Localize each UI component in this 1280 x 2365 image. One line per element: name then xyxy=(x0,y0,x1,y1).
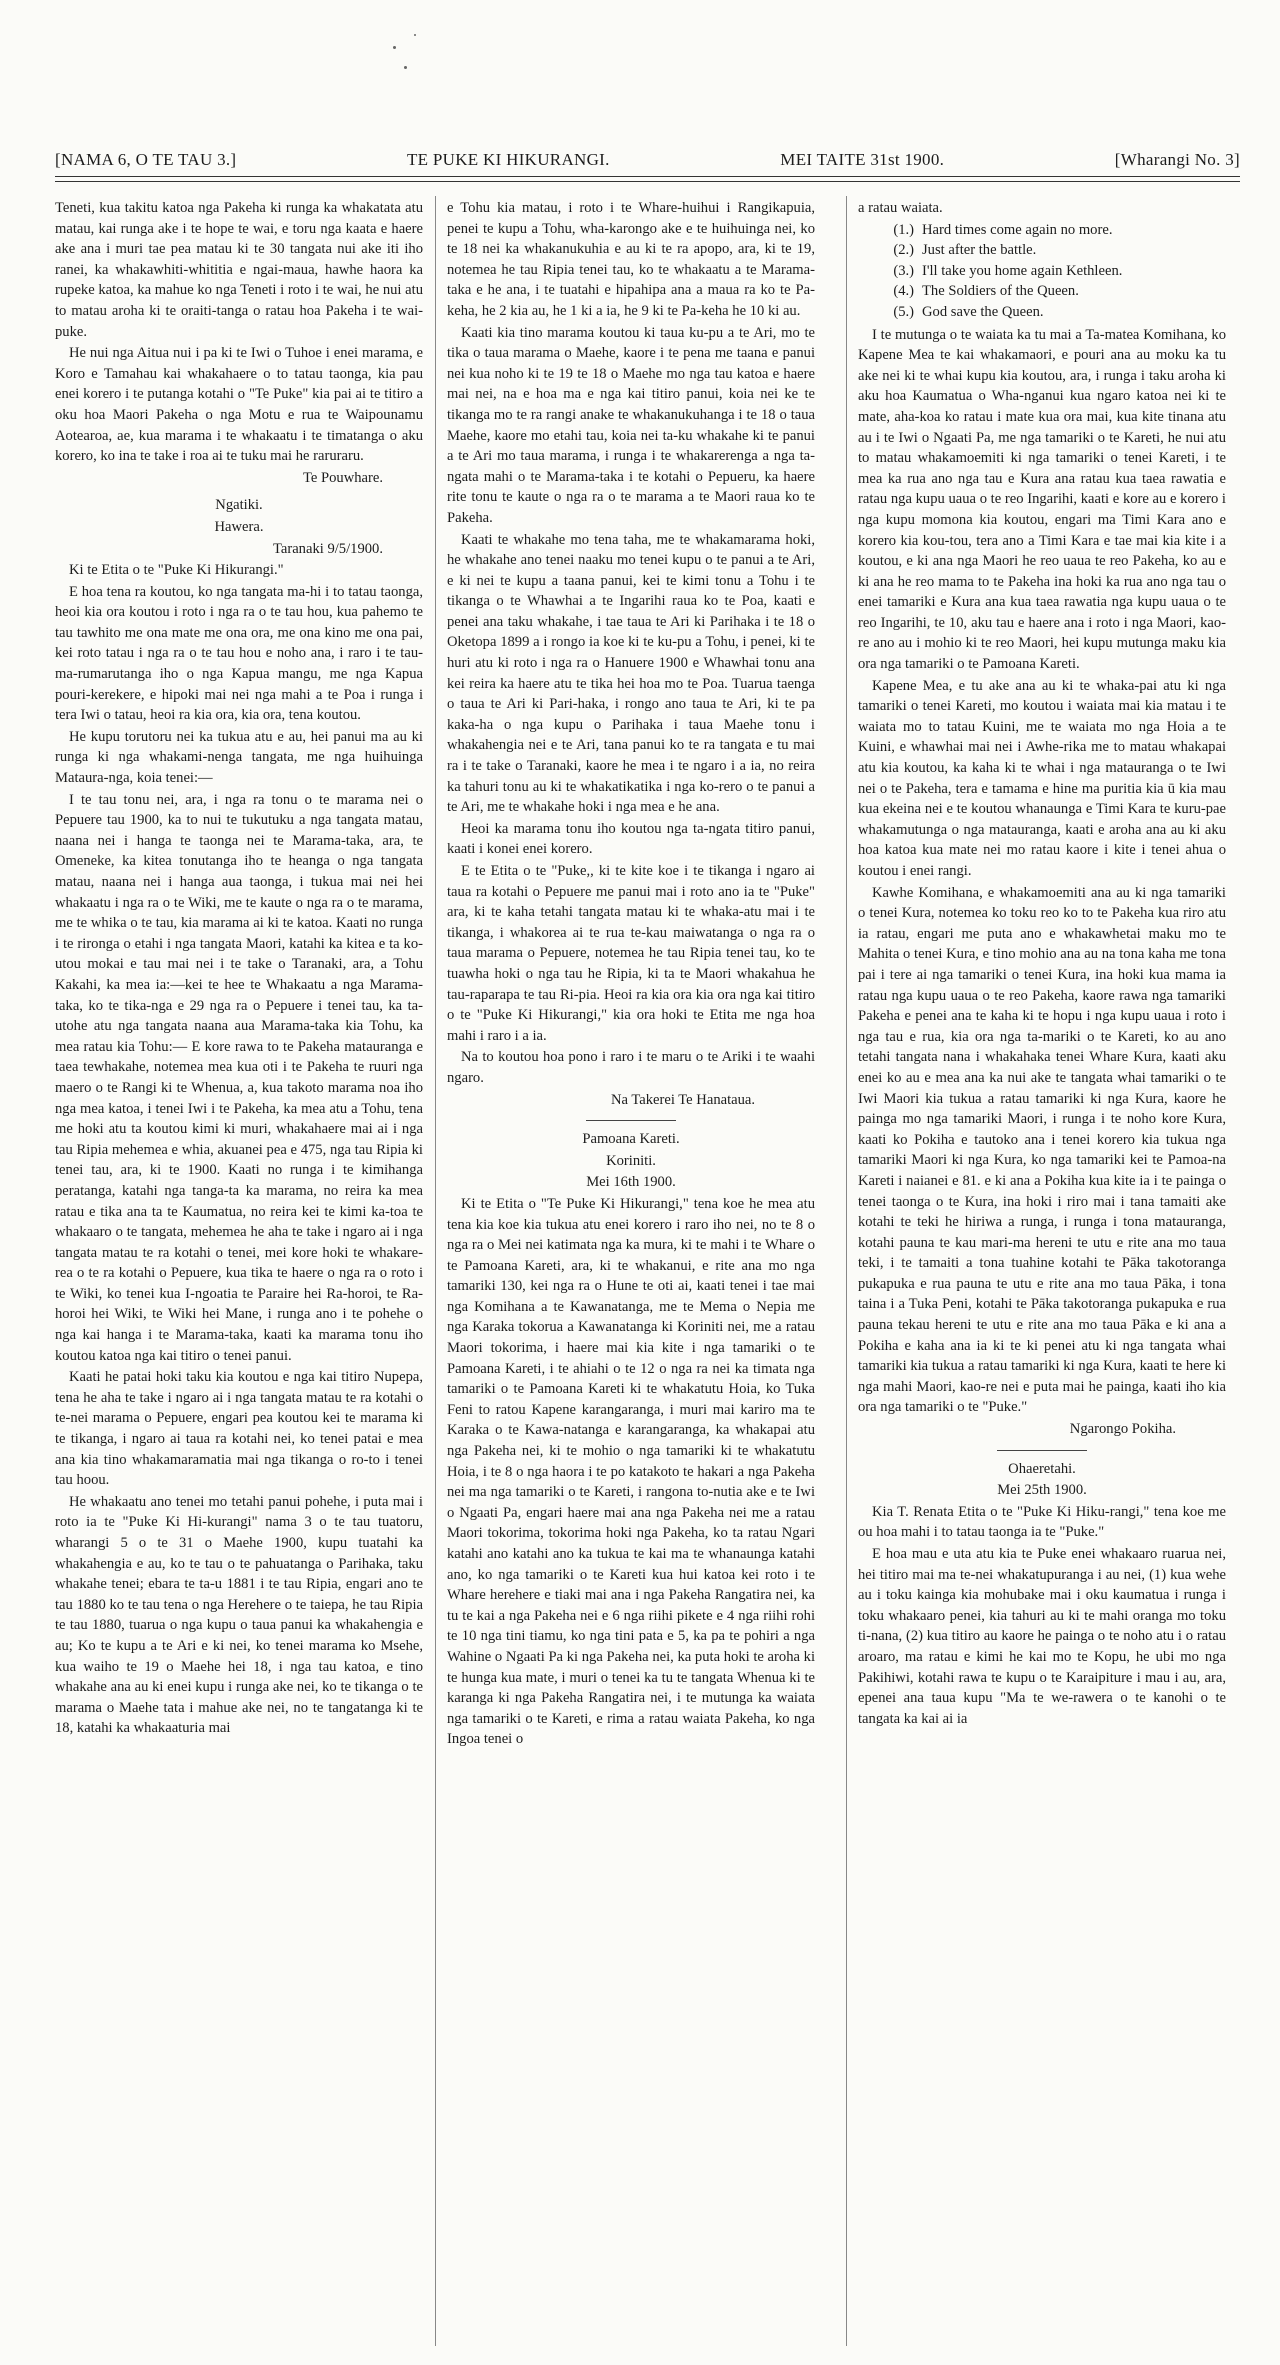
article-dateline: Mei 16th 1900. xyxy=(586,1174,676,1191)
article-subheading: Koriniti. xyxy=(606,1152,656,1169)
article-text: I te mutunga o te waiata ka tu mai a Ta-matea Komihana, ko Kapene Mea te kai whakamaori, e pouri ana au moku ka tu ake nei ki te whai kupu kia koutou, ara, i runga i taku aroha ki aku hoa Kaumatua o Wha-nganui kua ngaro katoa nei ki te mate, aha-koa ko ratau i mate kua ora mai, kua kite tinana atu au i te Iwi o Ngaati Pa, me nga tamariki o te Kareti, he nui atu to matau whakamoemiti ki nga tamariki o tenei Kareti, i te mea ka rua ano nga tau e Kura ana ratau kua taea rawatia e ratau nga kupu uaua o te reo Ingarihi, kaati e kore au e korero i nga kupu momona kia koutou, engari ma Timi Kara ano e korero kia kou-tou, tera ano a Timi Kara e tae mai kia kite i a koutou, e ki ana nga Maori he reo uaua te reo Pakeha, ko au e ki ana he reo mama to te Pakeha ina hoki ka rua ano nga tau o enei tamariki e Kura ana kua taea rawatia nga kupu uaua o te reo Ingarihi, te 10, aku tau e haere ana i roto i nga Maori, kao-re ano au i mohio ki te reo Maori, hei kupu mutunga maku kia ora nga tamariki o te Pamoana Kareti. xyxy=(858,326,1226,673)
song-item: (4.) The Soldiers of the Queen. xyxy=(893,283,1079,300)
article-subheading: Hawera. xyxy=(214,518,264,535)
page-number: [Wharangi No. 3] xyxy=(1114,150,1240,169)
column-1 xyxy=(55,198,423,2348)
article-separator xyxy=(586,1120,676,1121)
article-text: He nui nga Aitua nui i pa ki te Iwi o Tuhoe i enei marama, e Koro e Tamahau kai whakahaere o to tatau taonga, kia pau enei korero i te putanga kotahi o "Te Puke" kia pai ai te titiro a oku hoa Maori Pakeha o nga Motu e rua te Waipounamu Aotearoa, ae, kua marama i te whakaatu i te timatanga o aku korero, ko ina te take i roa ai te tuku mai he raruraru. xyxy=(55,345,423,465)
masthead xyxy=(55,150,1240,170)
song-item: (1.) Hard times come again no more. xyxy=(893,221,1113,238)
article-text: Kaati kia tino marama koutou ki taua ku-pu a te Ari, mo te tika o taua marama o Maehe, kaore i te pena me taana e panui nei kua noho ki te 19 te 18 o Maehe mo nga tau katoa e haere mai nei, na e hoa ma e nga kai titiro panui, koia nei ke te tikanga mo te ra rangi anake te whakanukuhanga i te 18 o taua Maehe, kaore mo etahi tau, koia nei ta-ku whakahe ki te panui a te Ari mo taua marama, i runga i te whakarerenga a nga ta-ngata mahi o te Marama-taka i te kotahi o Pepueru, ka haere rite tonu te kaute o nga ra o te marama a te Maori raua ko te Pakeha. xyxy=(447,324,815,526)
article-text: Kaati te whakahe mo tena taha, me te whakamarama hoki, he whakahe ano tenei naaku mo tenei kupu o te panui a te Ari, e ki nei te kupu a taana panui, kei te kimi tonu a Tohu i te tikanga o te Whawhai a te Ingarihi raua ko te Poa, kaati e penei ana taku whakahe, i tae taua te Ari ki Parihaka i te 18 o Oketopa 1899 a i rongo ia koe ki te ku-pu a Tohu, i penei, ki te huri atu ki roto i nga ra o Hanuere 1900 e Whawhai tonu ana kei reira ka haere atu te tika hei hoa mo te Poa. Tuarua taenga o taua te Ari ki Pari-haka, i rongo ano taua te Ari, ki te pa kaka-ha o nga kupu o Parihaka i taua Maehe tonu i whakahengia nei e te Ari, tana panui ko te ra tangata e tu mai ra i te take o Taranaki, kaore he mea i te ngaro i a ia, no reira ka tahuri tonu au ki te whakatikatika i nga ko-rero o te panui a te Ari, me te whakahe hoki i nga mea e he ana. xyxy=(447,531,815,816)
column-divider xyxy=(846,196,847,2346)
article-text: e Tohu kia matau, i roto i te Whare-huihui i Rangikapuia, penei te kupu a Tohu, wha-karongo ake e te huihuinga nei, ko te 18 nei ka whakanukuhia e au ki te ra apopo, ara, ki te 19, notemea he tau Ripia tenei tau, ko te whakaatu a te Marama-taka e he ana, i te tuatahi e hipahipa ana a maua ra ko te Pa-keha, he 2 kia au, he 1 ki a ia, he 9 ki te Pa-keha he 10 ki au. xyxy=(447,200,815,319)
print-speck xyxy=(393,46,396,49)
article-salutation: Ki te Etita o te "Puke Ki Hikurangi." xyxy=(69,562,284,579)
article-signature: Ngarongo Pokiha. xyxy=(1069,1421,1176,1438)
article-signature: Na Takerei Te Hanataua. xyxy=(610,1091,756,1108)
article-text: E hoa tena ra koutou, ko nga tangata ma-hi i to tatau taonga, heoi kia ora koutou i roto i nga ra o te tau hou, kua pahemo te tau tawhito me ona mate me ona ora, me ona kino me ona pai, kei roto tatau i nga ra o te tau hou e noho ana, i raro i te tau-ma-rumarutanga iho o nga Kapua mangu, me nga Kapua pouri-kerekere, e hipoki mai nei nga mahi a te Poa i runga i tera Iwi o tatau, heoi ra kia ora, kia ora, tena koutou. xyxy=(55,583,423,724)
article-text: a ratau waiata. xyxy=(858,200,943,216)
article-heading: Ngatiki. xyxy=(215,497,263,514)
header-rule xyxy=(55,181,1240,182)
article-text: He whakaatu ano tenei mo tetahi panui pohehe, i puta mai i roto ia te "Puke Ki Hi-kurangi" nama 3 o te tau tuatoru, wharangi 5 o te 31 o Maehe 1900, kupu tuatahi ka whakahengia e au, ko te tau o te pahuatanga o Parihaka, taku whakahe tenei; ebara te ta-u 1881 i te tau Ripia, engari ano te tau 1880 ko te tau tena o nga Herehere o te taiepa, he tau Ripia te tau 1880, tuarua o nga kupu o taua panui ka whakahengia e au; Ko te kupu a te Ari e ki nei, ko tenei marama ko Msehe, kua waiho te 19 o Maehe hei 18, i nga tau katoa, e tino whakahe ana au ki enei kupu i runga ake nei, ko te tikanga o te marama o Maehe tata i mahue ake nei, no te tangatanga ki te 18, katahi ka whakaaturia mai xyxy=(55,1493,423,1737)
article-dateline: Mei 25th 1900. xyxy=(997,1482,1087,1499)
column-2 xyxy=(447,198,815,2348)
song-list xyxy=(858,220,1226,323)
article-heading: Ohaeretahi. xyxy=(1008,1460,1076,1477)
article-text: Kaati he patai hoki taku kia koutou e nga kai titiro Nupepa, tena he aha te take i ngaro ai i nga tangata matau te ra kotahi o te-nei marama o Pepuere, engari pea koutou kei te marama ki te tikanga, i ngaro ai taua ra kotahi nei, ko tenei patai e mea ana kia tino whakamaramatia mai nga tikanga o ro-to i tenei tau hoou. xyxy=(55,1369,423,1489)
article-text: Kia T. Renata Etita o te "Puke Ki Hiku-rangi," tena koe me ou hoa mahi i to tatau taonga ia te "Puke." xyxy=(858,1503,1226,1541)
article-text: Na to koutou hoa pono i raro i te maru o te Ariki i te waahi ngaro. xyxy=(447,1049,815,1086)
column-3 xyxy=(858,198,1226,2348)
article-text: E te Etita o te "Puke,, ki te kite koe i te tikanga i ngaro ai taua ra kotahi o Pepuere me panui mai i roto ano ia te "Puke" ara, ki te kaha tetahi tangata matau ki te whaka-atu mai i te tikanga, i whakorea ai te rua te-kau maiwatanga o nga ra o taua marama o Pepuere, notemea he tau Ripia tenei tau, ko te tuawha hoki o nga tau he Ripia, ki ta te Maori whakahua he tau-raparapa te tau Ri-pia. Heoi ra kia ora kia ora nga kai titiro o te "Puke Ki Hikurangi," kia ora hoki te Etita me nga hoa mahi i raro i a ia. xyxy=(447,863,815,1044)
article-text: I te tau tonu nei, ara, i nga ra tonu o te marama nei o Pepuere tau 1900, ka to nui te tukutuku a nga tangata matau, naana nei i hanga te taonga nei te Marama-taka, ara, te Omeneke, ka kitea tonutanga iho te heanga o nga tangata matau, naana nei i hanga aua taonga, i tukua mai nei hei whakaatu i nga ra o te Wiki, me te kaute o nga ra o te marama, me te whika o te tau, kia marama ai ki te katoa. Kaati no runga i te rironga o etahi i nga tangata Maori, katahi ka kitea e ta ko-utou mokai e tau mai nei i te take o Taranaki, ara, a Tohu Kakahi, ka mea ia:—kei te hee te Whakaatu a nga Marama-taka, ko te tika-nga e 29 nga ra o Pepuere i tenei tau, ka ta-utohe atu nga tangata naana aua Marama-taka kia Tohu, ka mea ratau kia Tohu:— E kore rawa to te Pakeha matauranga e taea tewhakahe, notemea mea kua oti i te Pakeha te ruuri nga maero o te Rangi ki te Whenua, a, kua takoto marama noa iho nga mea katoa, i tenei Iwi i te Pakeha, ka mea atu a Tohu, tena me hoki atu ta koutou kimi ki muri, whakahaere mai ai i nga tau Ripia mehemea e whia, akuanei pea e 475, nga tau Ripia ki tenei tau, ara, ki te 1900. Kaati no runga i te kimihanga peratanga, katahi nga tanga-ta ka marama, no reira ka mea ratau e tika ana ta te Kaumatua, no reira kei te kimi ka-toa te whakaaro o te tangata, mehemea he aha te take i ngaro ai i nga tangata matau te ra kotahi o tenei, mei kore hoki te whakare-rea o te ra kotahi o Pepuere, kua tika te haere o nga ra o roto i te Wiki, ko tenei kua I-ngoatia te Paraire hei Ra-horoi, te Ra-horoi hei Wiki, te Wiki hei Mane, i runga ano i te pohehe o nga kai hanga i te Marama-taka, kaati ka marama tonu iho koutou katoa nga kai titiro o tenei panui. xyxy=(55,791,423,1364)
print-speck xyxy=(414,34,416,36)
article-text: Heoi ka marama tonu iho koutou nga ta-ngata titiro panui, kaati i konei enei korero. xyxy=(447,820,815,858)
column-divider xyxy=(435,196,436,2346)
article-text: He kupu torutoru nei ka tukua atu e au, hei panui ma au ki runga ki nga whakami-nenga tangata, me nga huihuinga Mataura-nga, koia tenei:— xyxy=(55,728,423,787)
article-dateline: Taranaki 9/5/1900. xyxy=(272,540,383,557)
article-text: Kawhe Komihana, e whakamoemiti ana au ki nga tamariki o tenei Kura, notemea ko toku reo ko to te Pakeha kua riro atu ia ratau, engari me puta ano e whakawhetai maku mo te Mahita o tenei Kura, e tino mohio ana au na tona kaha me tona pai i tere ai nga tamariki o tenei Kura, ina hoki kua mama ia ratau nga kupu uaua o te reo Pakeha, kaore rawa nga tamariki Pakeha e penei ana te kaha ki te hopu i nga kupu uaua i roto i nga tau e rua, kia ora nga ta-mariki o te Kareti, ko au ano tetahi tangata nana i whakahaka tenei Whare Kura, kaati aku enei ko au e mea ana ka nui ake te tangata whai tamariki o te Iwi Maori kia tukua a ratau tamariki ki nga Kura, kaore he painga mo nga tamariki Maori, i runga i te noho kore Kura, kaati ko Pokiha e tautoko ana i tenei korero kia tukua nga tamariki Maori ki nga Kura, ko nga tamariki kei te Pamoa-na Kareti i naianei e 81. e ki ana a Pokiha kua kite ia i te painga o tenei taonga o te Kura, ina hoki i riro mai i tana tamaiti ake kotahi te teki he hiriwa a runga, i runga i tona matauranga, kotahi pauna te kau mari-ma hereni te utu e rite ana mo taua teki, i te tamaiti a tona tuahine kotahi te Pāka takotoranga pukapuka e rua pauna te utu e rite ana mo taua Pāka, i tona taina i a Tuka Peni, kotahi te Pāka takotoranga pukapuka e rua pauna tekau hereni te utu e rite ana mo taua Pāka e ki ana a Pokiha e kaha ana ia ki te ki penei atu ki nga tangata whai tamariki kia tukua a ratau tamariki ki nga Kura, kaati te here ki nga mahi Maori, kao-re nei e puta mai he painga, kaati iho kia ora nga tamariki o te "Puke." xyxy=(858,884,1226,1416)
song-item: (5.) God save the Queen. xyxy=(893,303,1044,320)
paper-title: TE PUKE KI HIKURANGI. xyxy=(406,150,610,169)
article-text: E hoa mau e uta atu kia te Puke enei whakaaro ruarua nei, hei titiro mai ma te-nei whakatupuranga i au nei, (1) kua wehe au i toku kainga kia mohubake mai i oku kaumatua i runga i toku whakaaro penei, kia tahuri au ki te mahi oranga mo toku ti-nana, (2) kua titiro au kaore he painga o te noho atu i o ratau aroaro, ma ratau e kimi he kai mo te Kopu, he ubi mo nga Pakihiwi, kotahi rawa te kupu o te Karaipiture i mau i au, ara, epenei ana taua kupu "Ma te we-rawera o te kanohi o te tangata ka kai ai ia xyxy=(858,1546,1226,1727)
issue-number: [NAMA 6, O TE TAU 3.] xyxy=(55,150,237,169)
article-signature: Te Pouwhare. xyxy=(302,469,383,486)
article-text: Kapene Mea, e tu ake ana au ki te whaka-pai atu ki nga tamariki o tenei Kareti, mo koutou i waiata mai kia matau i te waiata mo to tatau Kuini, me te waiata mo nga Hoia a te Kuini, e whawhai mai nei i Awhe-rika me to matau whakapai atu kia koutou, ka kaha ki te whai i nga matauranga o te Iwi nei o te Pakeha, tera e tamama e hine ma puritia kia ū kia mau kua ekeina nei e te koutou whanaunga e Timi Kara te kuru-pae whakamutunga o nga matauranga, kaati e aroha ana au ki aku hoa katoa kua mate nei mo ratau kaore i kite i tenei ahua o koutou i enei rangi. xyxy=(858,677,1226,879)
song-item: (2.) Just after the battle. xyxy=(893,242,1037,259)
song-item: (3.) I'll take you home again Kethleen. xyxy=(893,262,1123,279)
article-heading: Pamoana Kareti. xyxy=(582,1131,680,1148)
article-text: Teneti, kua takitu katoa nga Pakeha ki runga ka whakatata atu matau, kai runga ake i te hope te wai, e toru nga kaata e haere ake ana i muri tae pea matau ki te 30 tangata nui ake iti iho ranei, ka whakawhiti-whititia e ngai-maua, hawhe haora ka rupeke katoa, ka mahue ko nga Teneti i roto i te wai, he nui atu to matau aroha ki te oraiti-tanga o ratau hoa Pakeha i te wai-puke. xyxy=(55,200,423,340)
header-rule xyxy=(55,176,1240,177)
article-text: Ki te Etita o "Te Puke Ki Hikurangi," tena koe he mea atu tena kia koe kia tukua atu enei korero i raro iho nei, no te 8 o nga ra o Mei nei katimata nga ka mura, ki te mahi i te Whare o te Pamoana Kareti, ara, ki te whakanui, e rite ana mo nga tamariki 130, kei nga ra o Hune te oti ai, kaati tenei i tae mai nga Komihana a te Kawanatanga, me te Mema o Nepia me nga Karaka tokorua a Kawanatanga ki Koriniti nei, me a ratau Maori tokorima, i haere mai kia kite i nga tamariki o te Pamoana Kareti, i te ahiahi o te 12 o nga ra nei ka timata nga tamariki o te Pamoana Kareti ki te whakatutu Hoia, ko Tuka Feni to ratou Kapene karangaranga, i muri mai kariro ma te Karaka o te Kawa-natanga e karangaranga, ka whakapai atu nga Pakeha nei, ki te mohio o nga tamariki ki te whakatutu Hoia, i te 8 o nga haora i te po katakoto te hakari a nga Pakeha nei ma nga tamariki o te Kareti, i rangona to-nutia ake e te Iwi o Ngaati Pa, engari haere mai ana nga Pakeha nei me a ratau Maori tokorima, tokorima hoki nga Pakeha, ko ta ratau Ngari katahi ano katahi ano ka tukua te kai ma te whanaunga katahi ano, ko nga tamariki o te Kareti kua hui katoa kei roto i te Whare herehere e tiaki mai ana i nga Pakeha Rangatira nei, ka tu te kai a nga Pakeha nei e 6 nga riihi pikete e 4 nga riihi rohi te 10 nga tini tiamu, ko nga tini pata e 5, ka pa te pohiri a nga Wahine o Ngaati Pa ki nga Pakeha nei, ka puta hoki te aroha ki te hunga kua mate, i muri o tenei ka tu te tangata Whenua ki te karanga ki nga Pakeha Rangatira nei, i te mutunga ka waiata nga tamariki o te Kareti, e rima a ratau waiata Pakeha, ko nga Ingoa tenei o xyxy=(447,1195,815,1748)
issue-date: MEI TAITE 31st 1900. xyxy=(780,150,945,169)
article-separator xyxy=(997,1450,1087,1451)
print-speck xyxy=(404,66,407,69)
